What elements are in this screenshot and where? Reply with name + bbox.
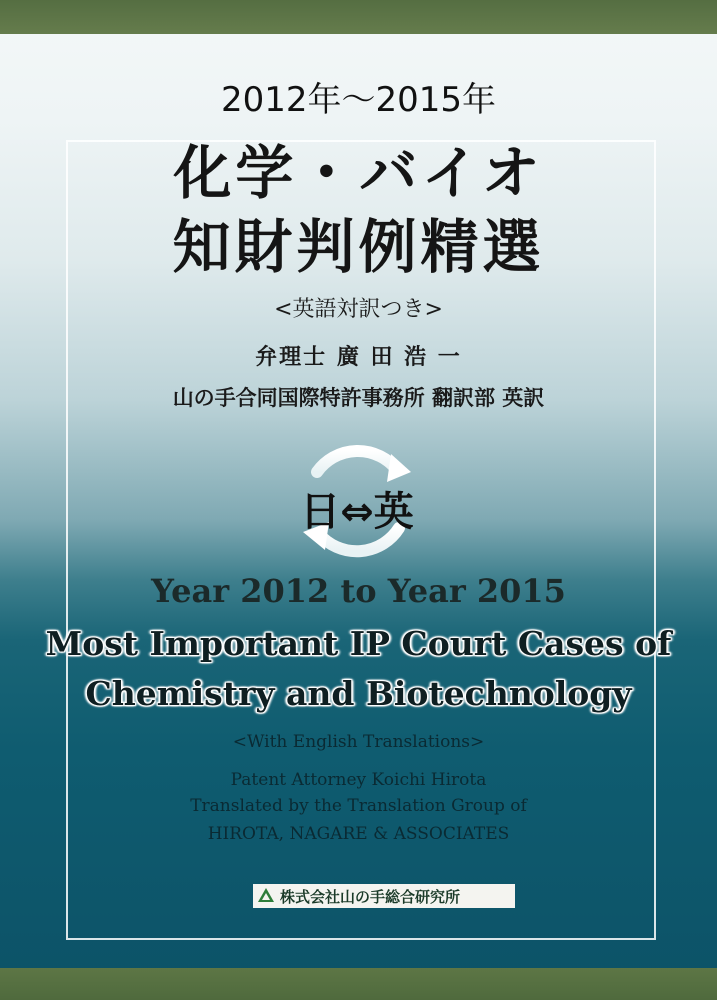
en-translator-line2: HIROTA, NAGARE & ASSOCIATES [207, 824, 510, 844]
en-year: Year 2012 to Year 2015 [151, 572, 566, 610]
ja-subtitle: <英語対訳つき> [274, 297, 443, 322]
ja-title-line2: 知財判例精選 [172, 213, 545, 281]
logo-label: 日⇔英 [300, 489, 414, 535]
recycle-arrows-circle-icon [287, 432, 427, 572]
top-band [0, 0, 717, 34]
publisher-logo-icon [256, 886, 276, 906]
en-author: Patent Attorney Koichi Hirota [230, 770, 487, 790]
ja-author: 弁理士 廣 田 浩 一 [255, 345, 462, 370]
ja-translator: 山の手合同国際特許事務所 翻訳部 英訳 [172, 386, 545, 410]
ja-date: 2012年〜2015年 [220, 80, 497, 120]
bottom-band [0, 968, 717, 1000]
publisher-name: 株式会社山の手総合研究所 [280, 887, 461, 906]
publisher-badge [253, 884, 515, 908]
en-title-line1: Most Important IP Court Cases of [45, 624, 672, 663]
en-subtitle: <With English Translations> [232, 732, 485, 752]
ja-title-line1: 化学・バイオ [173, 139, 544, 207]
en-title-line2: Chemistry and Biotechnology [85, 674, 632, 713]
en-translator-line1: Translated by the Translation Group of [190, 796, 527, 816]
